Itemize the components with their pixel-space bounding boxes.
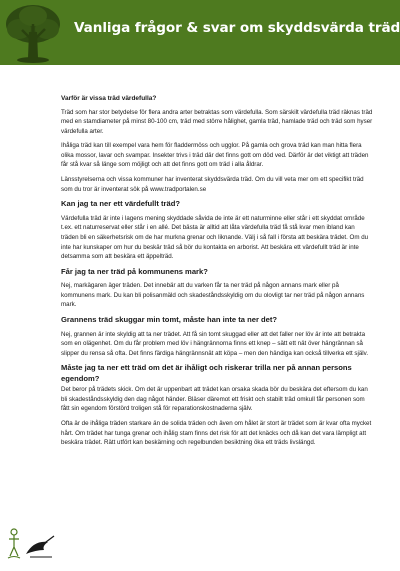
paragraph: Nej, grannen är inte skyldig att ta ner trädet. Att få sin tomt skuggad eller att det faller ner löv är inte att betrakta som en olägenhet. Om du får problem med löv i hängrännorna finns ett knep – sätt ett nät över hängrännan så slipper du rensa så ofta. Det finns färdiga hängrännsnät att köpa – men den händiga kan också tillverka ett själv. bbox=[61, 330, 369, 357]
paragraph: Nej, markägaren äger träden. Det innebär att du varken får ta ner träd på någon annans mark eller på kommunens mark. Du kan bli polisanmäld och skadeståndsskyldig om du olovligt tar ner träd på någon annans mark. bbox=[61, 282, 365, 309]
page-header bbox=[0, 0, 400, 65]
section-heading: Grannens träd skuggar min tomt, måste han inte ta ner det? bbox=[61, 315, 278, 324]
person-figure-icon bbox=[8, 529, 20, 558]
footer-logos bbox=[4, 526, 60, 566]
paragraph: Värdefulla träd är inte i lagens mening skyddade såvida de inte är ett naturminne eller står i ett skyddat område t.ex. ett naturreservat eller står i en allé. Det bästa är alltid att låta värdefulla träd få stå kvar men ibland kan träden bli en säkerhetsrisk om de har murkna grenar och liknande. Välj i så fall i första att beskära trädet. Om du inte har kunskaper om hur du beskär träd så bör du kontakta en arborist. Att beskära ett värdefullt träd är inte detsamma som att beskära ett äppelträd. bbox=[61, 214, 369, 261]
section-heading: Kan jag ta ner ett värdefullt träd? bbox=[61, 199, 180, 209]
tree-logo-icon bbox=[2, 2, 64, 63]
paragraph: Det beror på trädets skick. Om det är uppenbart att trädet kan orsaka skada bör du beskära det eftersom du kan bli skadeståndsskyldig den dag något händer. Bläser däremot ett friskt och stabilt träd omkull får personen som fått sin egendom förstörd troligen stå för reparationskostnaderna själv. bbox=[61, 386, 368, 413]
paragraph: Ihåliga träd kan till exempel vara hem för fladdermöss och ugglor. På gamla och grova träd kan man hitta flera olika mossor, lavar och svampar. Insekter trivs i träd där det finns gott om död ved. Därför är det viktigt att träden får stå kvar så länge som möjligt och att det finns gott om träd i alla åldrar. bbox=[61, 142, 369, 169]
bird-sign-icon bbox=[26, 536, 54, 557]
section-heading: Måste jag ta ner ett träd om det är ihåligt och riskerar trilla ner på annan persons egendom? bbox=[61, 363, 352, 383]
page-title: Vanliga frågor & svar om skyddsvärda träd bbox=[74, 20, 400, 36]
section-heading: Varför är vissa träd värdefulla? bbox=[61, 95, 157, 102]
paragraph: Träd som har stor betydelse för flera andra arter betraktas som värdefulla. Som särskilt värdefulla träd räknas träd med en stamdiameter på minst 80-100 cm, träd med större hålighet, gamla träd, hamlade träd och träd som hyser värdefulla arter. bbox=[61, 108, 373, 135]
document-body bbox=[61, 94, 373, 453]
logos-graphic bbox=[4, 526, 60, 566]
paragraph: Länsstyrelserna och vissa kommuner har inventerat skyddsvärda träd. Om du vill veta mer om ett specifikt träd som du tror är inventerat sök på www.tradportalen.se bbox=[61, 176, 364, 193]
paragraph: Ofta är de ihåliga träden starkare än de solida träden och även om hålet är stort är trädet som är kvar ofta mycket hårt. Om trädet har tunga grenar och ihålig stam finns det risk för att det knäcks och då kan det vara lämpligt att beskära trädet. Rätt utfört kan beskärning och regelbunden besiktning öka ett träds livslängd. bbox=[61, 420, 372, 447]
section-heading: Får jag ta ner träd på kommunens mark? bbox=[61, 266, 208, 276]
